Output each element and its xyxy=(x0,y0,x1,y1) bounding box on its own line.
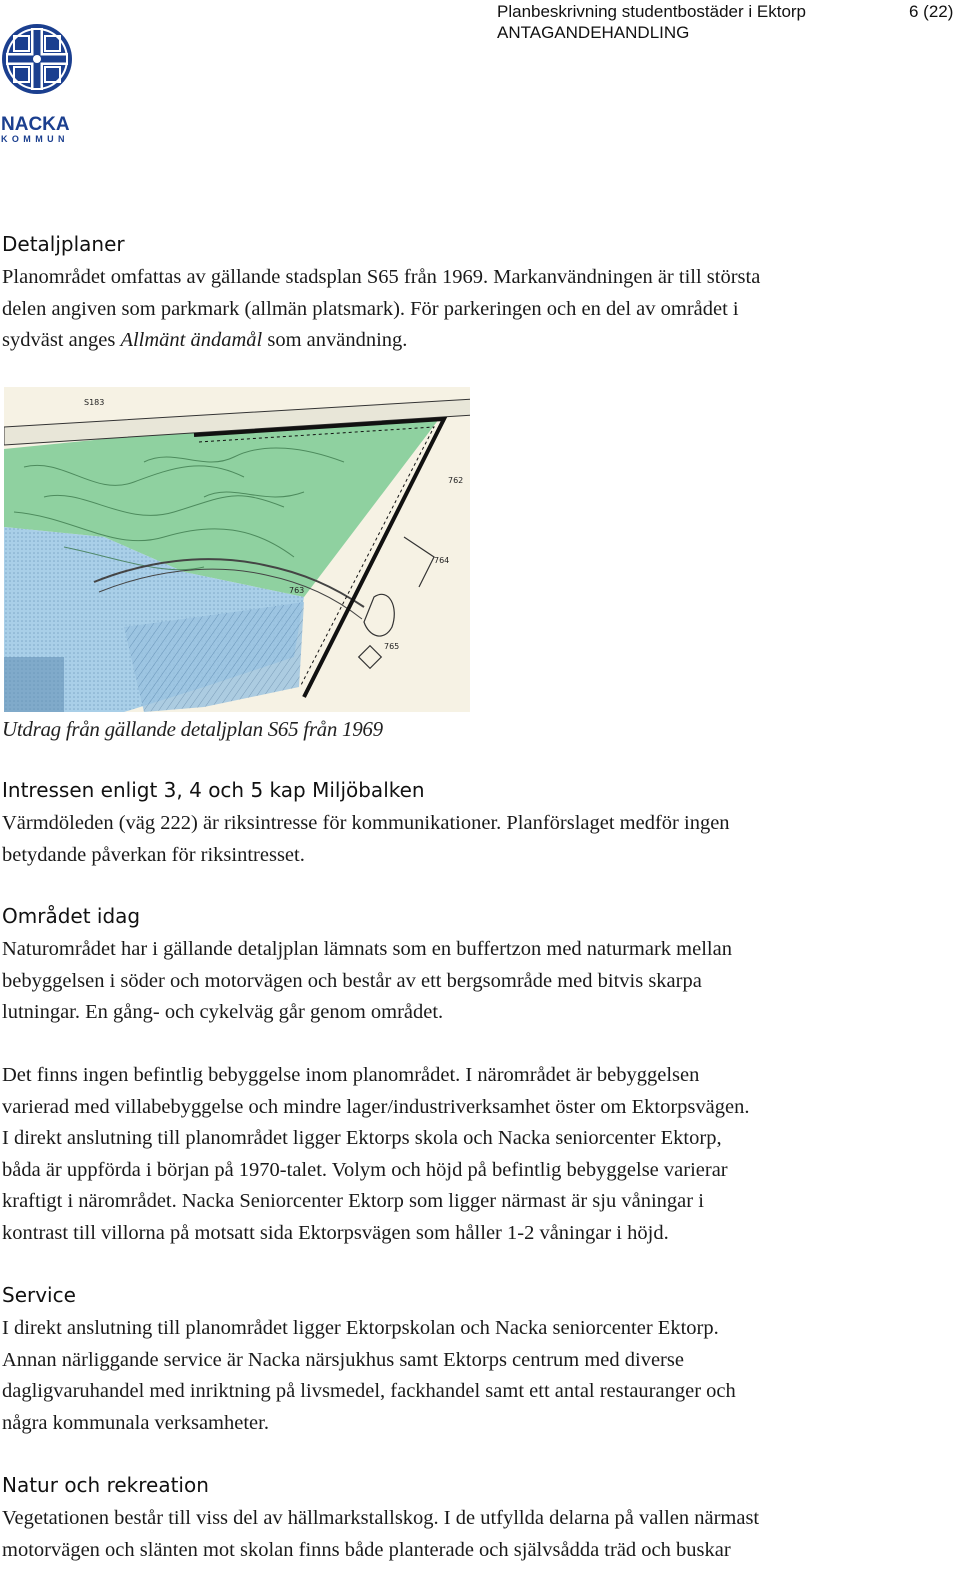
text-line: dagligvaruhandel med inriktning på livsmedel, fackhandel samt ett antal restauranger och xyxy=(2,1380,736,1402)
detail-plan-map-image xyxy=(4,387,470,712)
text-line: Annan närliggande service är Nacka närsjukhus samt Ektorps centrum med diverse xyxy=(2,1348,684,1371)
map-label: S183 xyxy=(84,398,105,407)
paragraph-intressen xyxy=(2,808,942,871)
heading-intressen: Intressen enligt 3, 4 och 5 kap Miljöbalken xyxy=(2,778,425,802)
text-line: Vegetationen består till viss del av hällmarkstallskog. I de utfyllda delarna på vallen närmast xyxy=(2,1507,760,1529)
logo-sub: KOMMUN xyxy=(1,134,69,144)
map-label: 762 xyxy=(448,476,464,485)
text-line: delen angiven som parkmark (allmän platsmark). För parkeringen och en del av området i xyxy=(2,297,739,320)
page-number: 6 (22) xyxy=(909,2,954,21)
text-line: Värmdöleden (väg 222) är riksintresse för kommunikationer. Planförslaget medför ingen xyxy=(2,812,730,834)
map-label: 763 xyxy=(289,586,305,595)
text-italic: Allmänt ändamål xyxy=(120,329,263,351)
map-label: 765 xyxy=(384,642,400,651)
text-line: betydande påverkan för riksintresset. xyxy=(2,843,305,866)
paragraph-service xyxy=(2,1313,942,1439)
paragraph-omradet-2 xyxy=(2,1060,942,1249)
text-line: Det finns ingen befintlig bebyggelse inom planområdet. I närområdet är bebyggelsen xyxy=(2,1064,700,1086)
map-label: 764 xyxy=(434,556,450,565)
text-segment: sydväst anges xyxy=(2,329,121,351)
text-line: några kommunala verksamheter. xyxy=(2,1411,269,1434)
text-line: båda är uppförda i början på 1970-talet. Volym och höjd på befintlig bebyggelse varierar xyxy=(2,1158,728,1181)
heading-omradet-idag: Området idag xyxy=(2,904,141,928)
text-line: kraftigt i närområdet. Nacka Seniorcenter Ektorp som ligger närmast är sju våningar i xyxy=(2,1190,704,1212)
text-line: lutningar. En gång- och cykelväg går genom området. xyxy=(2,1001,444,1023)
text-line: motorvägen och slänten mot skolan finns både planterade och självsådda träd och buskar xyxy=(2,1538,731,1561)
heading-detaljplaner: Detaljplaner xyxy=(2,232,125,256)
text-line xyxy=(2,325,942,357)
map-caption: Utdrag från gällande detaljplan S65 från 1969 xyxy=(2,717,383,741)
heading-natur-och-rekreation: Natur och rekreation xyxy=(2,1473,209,1497)
paragraph-detaljplaner xyxy=(2,262,942,357)
paragraph-omradet-1 xyxy=(2,934,942,1029)
paragraph-natur xyxy=(2,1503,942,1566)
heading-service: Service xyxy=(2,1283,76,1307)
text-line: Naturområdet har i gällande detaljplan lämnats som en buffertzon med naturmark mellan xyxy=(2,938,732,960)
text-segment: som användning. xyxy=(262,329,408,351)
text-line: kontrast till villorna på motsatt sida Ektorpsvägen som håller 1-2 våningar i höjd. xyxy=(2,1221,669,1244)
text-line: Planområdet omfattas av gällande stadsplan S65 från 1969. Markanvändningen är till största xyxy=(2,266,761,288)
nacka-kommun-logo xyxy=(0,20,80,144)
text-line: varierad med villabebyggelse och mindre lager/industriverksamhet öster om Ektorpsvägen. xyxy=(2,1095,750,1118)
logo-name: NACKA xyxy=(1,114,70,135)
text-line: I direkt anslutning till planområdet ligger Ektorps skola och Nacka seniorcenter Ektorp, xyxy=(2,1127,722,1149)
document-stage: ANTAGANDEHANDLING xyxy=(497,23,690,42)
text-line: I direkt anslutning till planområdet ligger Ektorpskolan och Nacka seniorcenter Ektorp. xyxy=(2,1317,719,1339)
nacka-emblem-icon xyxy=(0,22,74,96)
text-line: bebyggelsen i söder och motorvägen och består av ett bergsområde med bitvis skarpa xyxy=(2,969,702,992)
document-title: Planbeskrivning studentbostäder i Ektorp xyxy=(497,2,807,21)
